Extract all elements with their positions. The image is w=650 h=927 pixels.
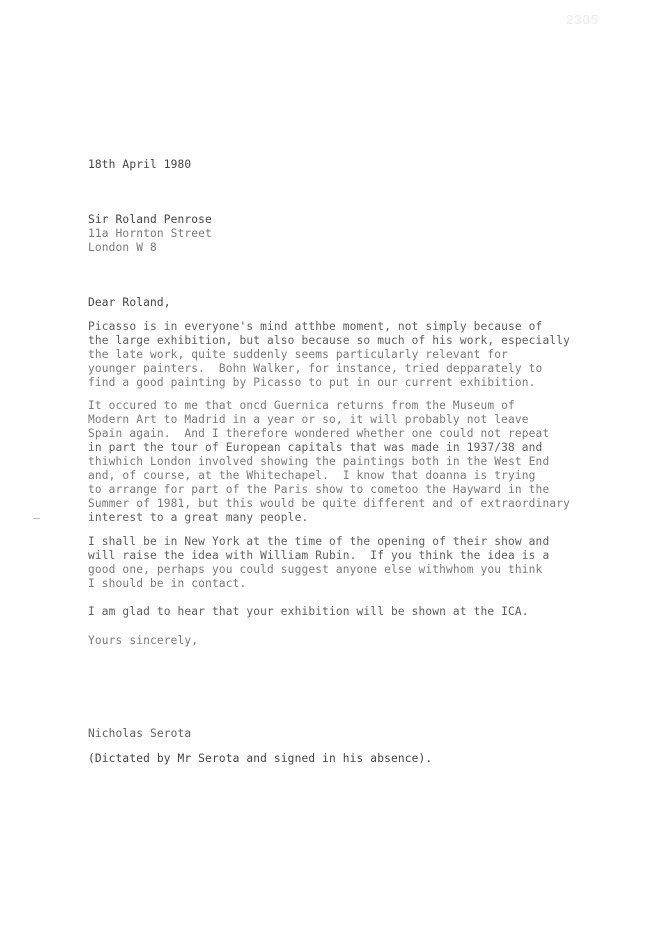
paragraph-line: I am glad to hear that your exhibition will be shown at the ICA. [88, 605, 529, 618]
paragraph-line: Picasso is in everyone's mind atthbe moment, not simply because of [88, 320, 543, 333]
paragraph-line: in part the tour of European capitals that was made in 1937/38 and [88, 441, 543, 454]
margin-mark [33, 518, 40, 519]
signature-name: Nicholas Serota [88, 727, 192, 740]
paragraph-line: I shall be in New York at the time of the opening of their show and [88, 535, 550, 548]
paragraph-line: find a good painting by Picasso to put in our current exhibition. [88, 376, 536, 389]
paragraph-line: younger painters. Bohn Walker, for instance, tried depparately to [88, 362, 543, 375]
recipient-name: Sir Roland Penrose [88, 213, 212, 226]
salutation: Dear Roland, [88, 296, 171, 309]
paragraph-line: Spain again. And I therefore wondered whether one could not repeat [88, 427, 550, 440]
closing: Yours sincerely, [88, 634, 199, 647]
paragraph-line: and, of course, at the Whitechapel. I know that doanna is trying [88, 469, 536, 482]
paragraph-line: to arrange for part of the Paris show to cometoo the Hayward in the [88, 483, 550, 496]
paragraph-line: the large exhibition, but also because so much of his work, especially [88, 334, 570, 347]
archive-reference-mark: 2305 [566, 12, 599, 27]
paragraph-line: I should be in contact. [88, 577, 247, 590]
recipient-address-line-1: 11a Hornton Street [88, 227, 212, 240]
letter-date: 18th April 1980 [88, 158, 192, 171]
paragraph-line: Summer of 1981, but this would be quite different and of extraordinary [88, 497, 570, 510]
paragraph-line: It occured to me that oncd Guernica returns from the Museum of [88, 399, 515, 412]
paragraph-line: thiwhich London involved showing the paintings both in the West End [88, 455, 550, 468]
paragraph-line: will raise the idea with William Rubin. If you think the idea is a [88, 549, 550, 562]
paragraph-line: Modern Art to Madrid in a year or so, it will probably not leave [88, 413, 529, 426]
paragraph-line: good one, perhaps you could suggest anyone else withwhom you think [88, 563, 543, 576]
paragraph-line: interest to a great many people. [88, 511, 309, 524]
paragraph-line: the late work, quite suddenly seems particularly relevant for [88, 348, 509, 361]
recipient-address-line-2: London W 8 [88, 241, 157, 254]
signature-note: (Dictated by Mr Serota and signed in his absence). [88, 752, 433, 765]
